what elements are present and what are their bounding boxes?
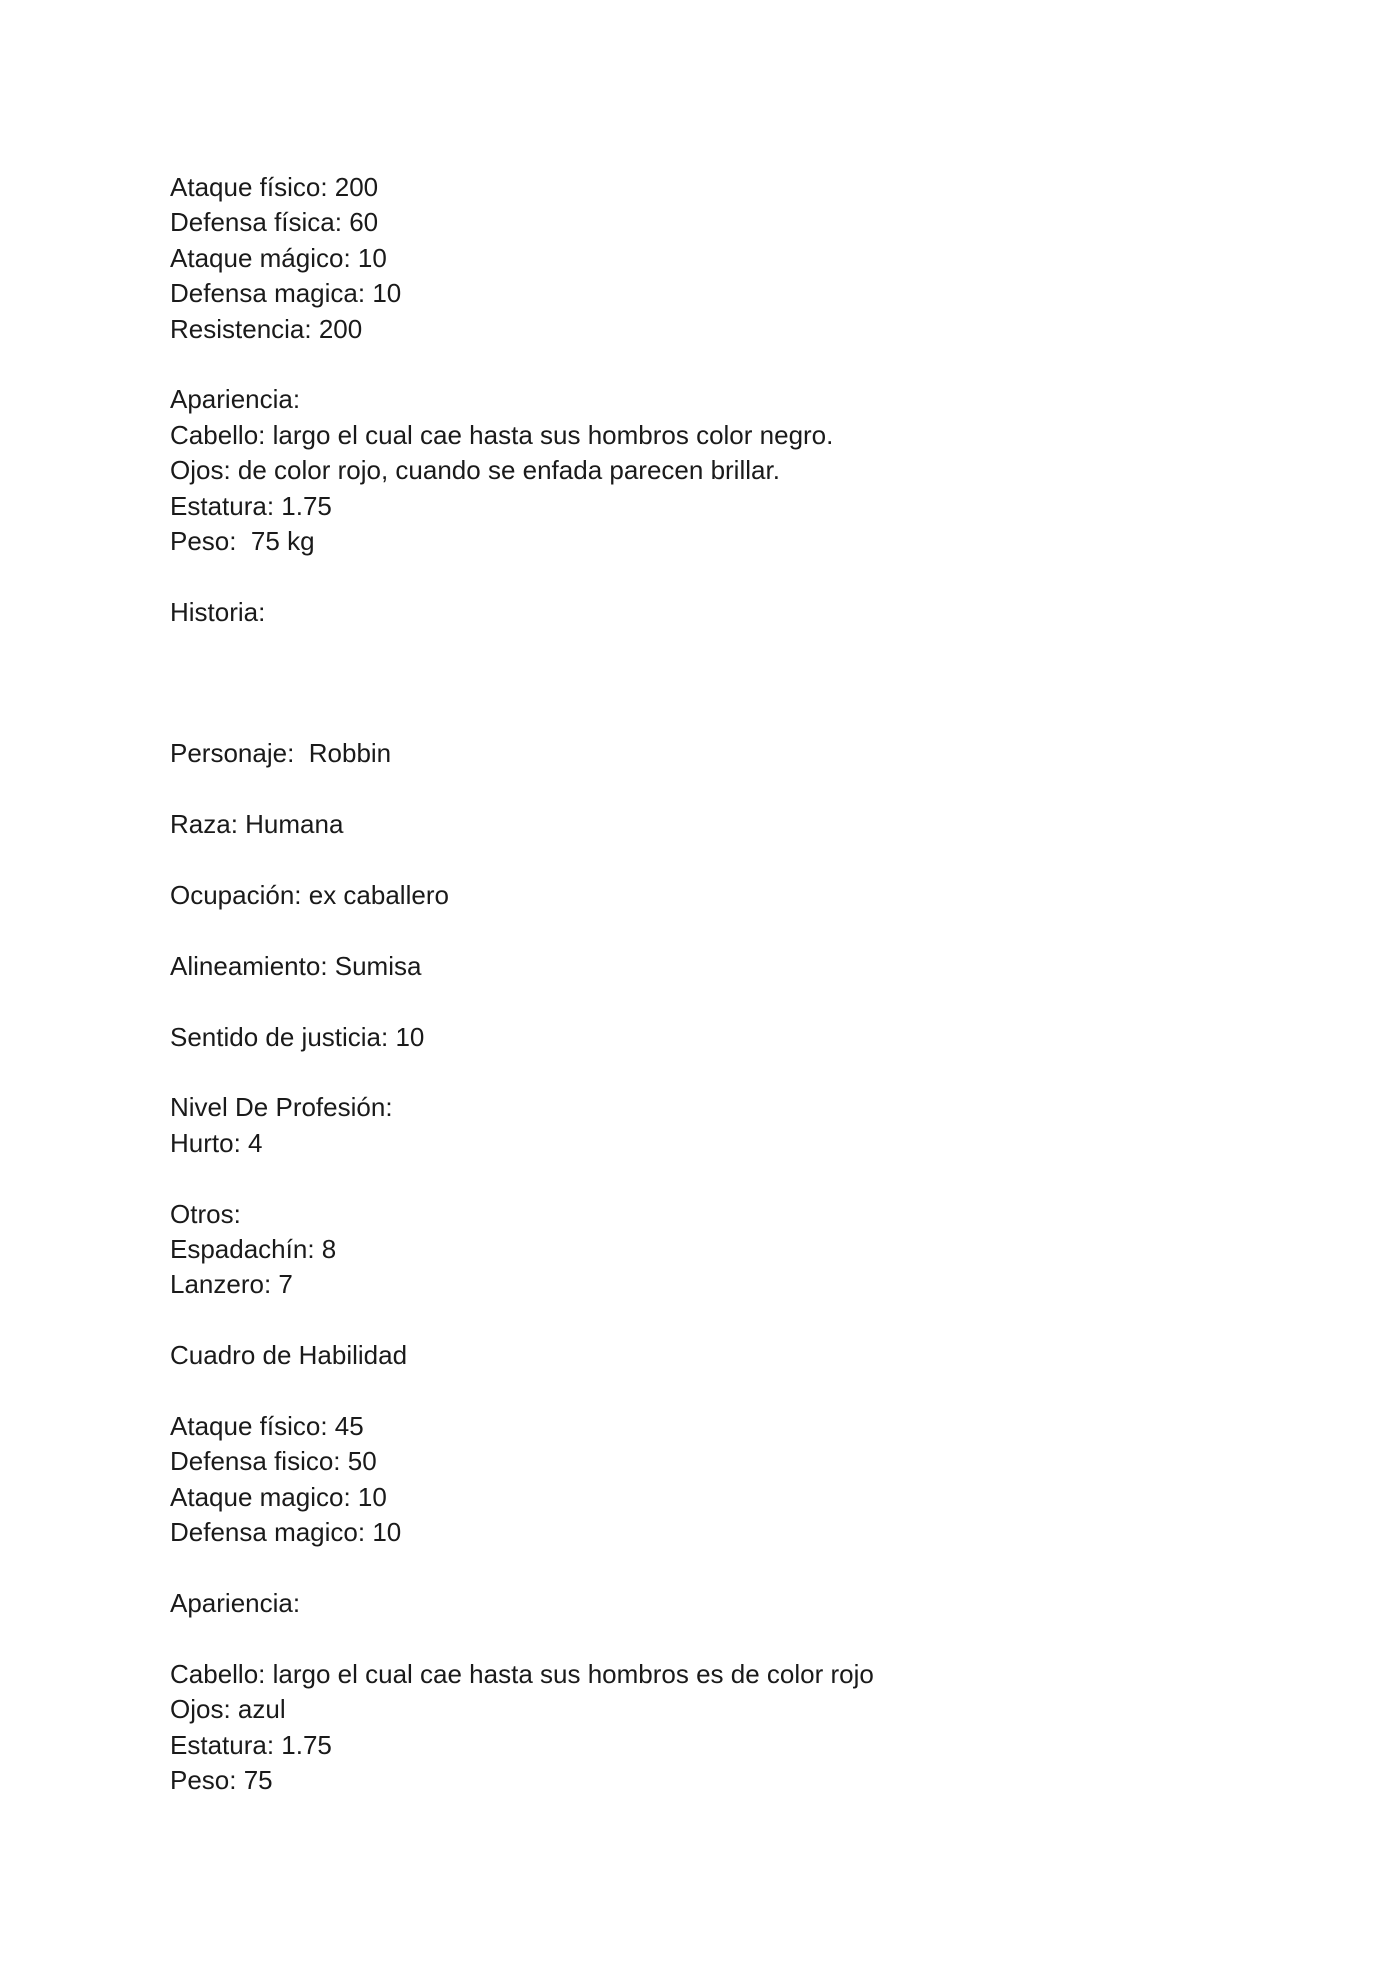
document-line: Estatura: 1.75	[170, 1729, 332, 1760]
document-line: Ojos: azul	[170, 1694, 286, 1725]
document-line: Apariencia:	[170, 1588, 301, 1619]
document-line: Ataque mágico: 10	[170, 242, 387, 273]
document-line	[170, 1055, 1250, 1090]
document-line	[170, 1551, 1250, 1586]
document-line	[170, 1374, 1250, 1409]
document-line: Otros:	[170, 1198, 241, 1229]
document-line	[170, 984, 1250, 1019]
document-line: Estatura: 1.75	[170, 490, 332, 521]
document-line	[170, 630, 1250, 665]
document-line	[170, 701, 1250, 736]
document-line: Defensa fisico: 50	[170, 1446, 377, 1477]
document-line	[170, 1161, 1250, 1196]
document-line: Peso: 75 kg	[170, 526, 315, 557]
document-line: Peso: 75	[170, 1765, 273, 1796]
document-line: Nivel De Profesión:	[170, 1092, 393, 1123]
document-line: Hurto: 4	[170, 1127, 263, 1158]
document-line: Defensa magica: 10	[170, 278, 402, 309]
document-line: Alineamiento: Sumisa	[170, 950, 422, 981]
document-line: Cuadro de Habilidad	[170, 1340, 408, 1371]
document-line	[170, 1621, 1250, 1656]
document-line: Raza: Humana	[170, 809, 344, 840]
document-line: Resistencia: 200	[170, 313, 363, 344]
document-line: Ojos: de color rojo, cuando se enfada parecen brillar.	[170, 455, 780, 486]
document-line	[170, 666, 1250, 701]
document-line: Cabello: largo el cual cae hasta sus hombros es de color rojo	[170, 1658, 874, 1689]
document-line: Defensa física: 60	[170, 207, 379, 238]
document-line: Apariencia:	[170, 384, 301, 415]
document-line	[170, 559, 1250, 594]
document-line: Espadachín: 8	[170, 1234, 337, 1265]
document-line: Historia:	[170, 596, 266, 627]
document-line	[170, 1303, 1250, 1338]
document-line: Personaje: Robbin	[170, 738, 392, 769]
document-line: Lanzero: 7	[170, 1269, 293, 1300]
document-line: Sentido de justicia: 10	[170, 1021, 425, 1052]
document-line: Ataque físico: 200	[170, 172, 379, 202]
document-line: Ocupación: ex caballero	[170, 880, 449, 911]
document-line	[170, 347, 1250, 382]
document-line: Defensa magico: 10	[170, 1517, 402, 1548]
document-line: Ataque físico: 45	[170, 1411, 364, 1442]
document-line: Ataque magico: 10	[170, 1481, 387, 1512]
document-line	[170, 913, 1250, 948]
document-line: Cabello: largo el cual cae hasta sus hombros color negro.	[170, 419, 834, 450]
document-body	[170, 170, 1250, 1798]
document-line	[170, 843, 1250, 878]
document-line	[170, 772, 1250, 807]
